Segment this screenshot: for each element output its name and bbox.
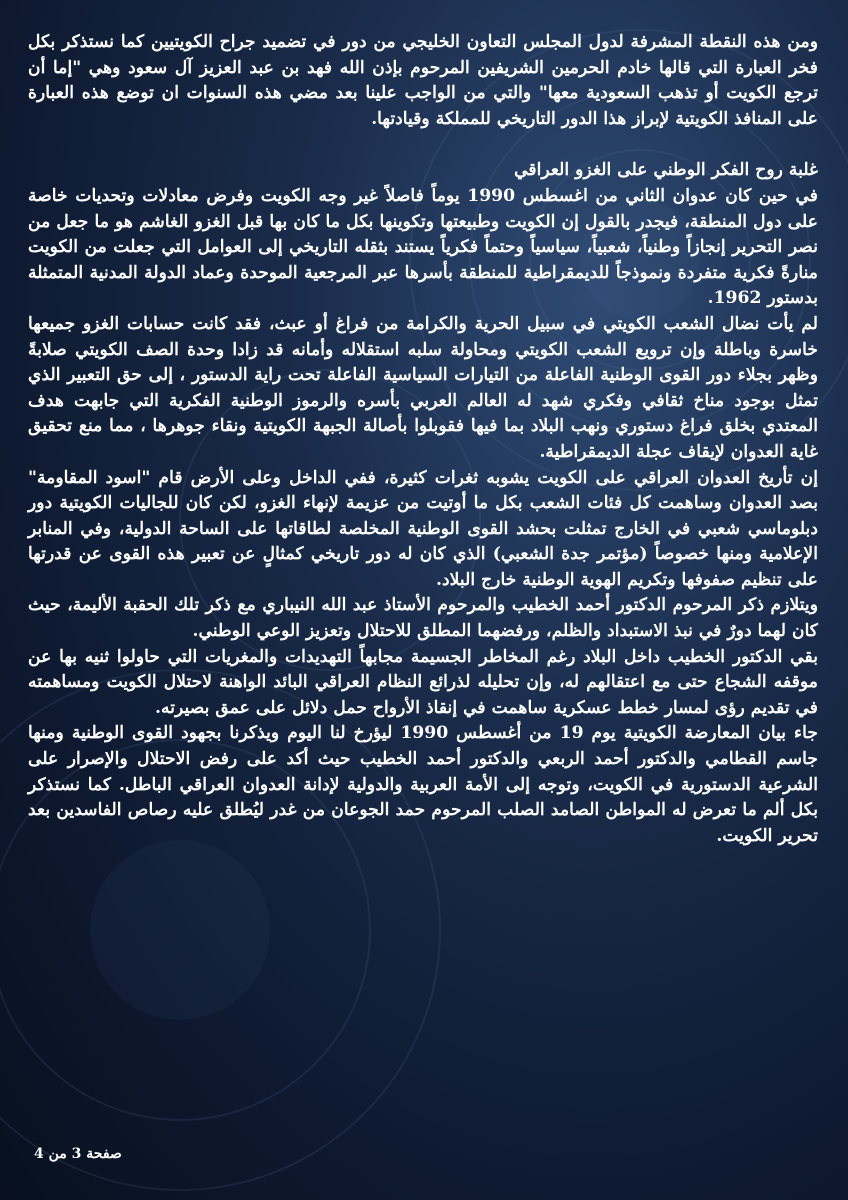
page-number: صفحة 3 من 4 (34, 1146, 122, 1162)
body-paragraph: جاء بيان المعارضة الكويتية يوم 19 من أغسطس 1990 ليؤرخ لنا اليوم ويذكرنا بجهود القوى الوطنية ومنها جاسم القطامي والدكتور أحمد الربعي والدكتور أحمد الخطيب حيث أكد على رفض الاحتلال والإصرار على الشرعية الدستورية في الكويت، وتوجه إلى الأمة العربية والدولية لإدانة العدوان العراقي الباطل. كما نستذكر بكل ألم ما تعرض له المواطن الصامد الصلب المرحوم حمد الجوعان من غدر ليُطلق عليه رصاص الفاسدين بعد تحرير الكويت. (28, 723, 818, 846)
body-paragraph: لم يأت نضال الشعب الكويتي في سبيل الحرية والكرامة من فراغ أو عبث، فقد كانت حسابات الغزو جميعها خاسرة وباطلة وإن ترويع الشعب الكويتي ومحاولة سلبه استقلاله وأمانه قد زادا وحدة الصف الكويتي صلابةً وظهر بجلاء دور القوى الوطنية الفاعلة من التيارات السياسية الفاعلة تحت راية الدستور ، إلى حق التعبير الذي تمثل بوجود مناخ ثقافي وفكري شهد له العالم العربي بأسره والرموز الوطنية الفكرية التي جابهت هدف المعتدي بخلق فراغ دستوري ونهب البلاد بما فيها فقوبلوا بأصالة الجبهة الكويتية ونقاء جوهرها ، مما منع تحقيق غاية العدوان لإيقاف عجلة الديمقراطية. (28, 313, 818, 462)
section-heading: غلبة روح الفكر الوطني على الغزو العراقي (514, 160, 818, 181)
body-paragraph: بقي الدكتور الخطيب داخل البلاد رغم المخاطر الجسيمة مجابهاً التهديدات والمغريات التي حاولوا ثنيه بها عن موقفه الشجاع حتى مع اعتقالهم له، وإن تحليله لذرائع النظام العراقي البائد الواهنة لاحتلال الكويت ومساهمته في تقديم رؤى لمسار خطط عسكرية ساهمت في إنقاذ الأرواح حمل دلائل على عمق بصيرته. (28, 646, 818, 718)
body-paragraph: إن تأريخ العدوان العراقي على الكويت يشوبه ثغرات كثيرة، ففي الداخل وعلى الأرض قام "اسود المقاومة" بصد العدوان وساهمت كل فئات الشعب بكل ما أوتيت من عزيمة لإنهاء الغزو، لكن كان للجاليات الكويتية دور دبلوماسي شعبي في الخارج تمثلت بحشد القوى الوطنية المخلصة لطاقاتها على الساحة الدولية، وفي المنابر الإعلامية ومنها خصوصاً (مؤتمر جدة الشعبي) الذي كان له دور تاريخي كمثالٍ عن تعبير هذه القوى عن قدرتها على تنظيم صفوفها وتكريم الهوية الوطنية خارج البلاد. (28, 467, 818, 590)
intro-paragraph: ومن هذه النقطة المشرفة لدول المجلس التعاون الخليجي من دور في تضميد جراح الكويتيين كما نستذكر بكل فخر العبارة التي قالها خادم الحرمين الشريفين المرحوم بإذن الله فهد بن عبد العزيز آل سعود وهي "إما أن ترجع الكويت أو تذهب السعودية معها" والتي من الواجب علينا بعد مضي هذه السنوات ان توضع هذه العبارة على المنافذ الكويتية لإبراز هذا الدور التاريخي للمملكة وقيادتها. (28, 32, 818, 129)
document-page (28, 30, 818, 1160)
body-paragraph: ويتلازم ذكر المرحوم الدكتور أحمد الخطيب والمرحوم الأستاذ عبد الله النيباري مع ذكر تلك الحقبة الأليمة، حيث كان لهما دورٌ في نبذ الاستبداد والظلم، ورفضهما المطلق للاحتلال وتعزيز الوعي الوطني. (28, 595, 818, 642)
body-paragraph: في حين كان عدوان الثاني من اغسطس 1990 يوماً فاصلاً غير وجه الكويت وفرض معادلات وتحديات خاصة على دول المنطقة، فيجدر بالقول إن الكويت وطبيعتها وتكوينها بكل ما كان بها قبل الغزو الغاشم هو ما جعل من نصر التحرير إنجازاً وطنياً، شعبياً، سياسياً وحتماً فكرياً يستند بثقله التاريخي إلى العوامل التي جعلت من الكويت منارةً فكرية متفردة ونموذجاً للديمقراطية للمنطقة بأسرها عبر المرجعية الموحدة وعماد الدولة المدنية المتمثلة بدستور 1962. (28, 185, 819, 309)
